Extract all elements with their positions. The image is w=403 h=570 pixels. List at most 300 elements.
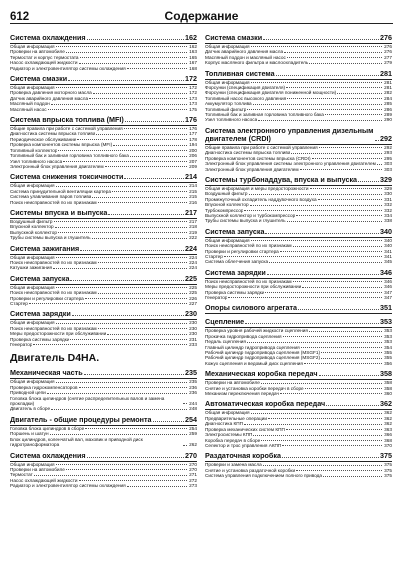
section-heading[interactable] xyxy=(10,310,197,320)
entry-title: Общие правила при работе с системой управления xyxy=(10,126,123,132)
toc-section xyxy=(205,452,392,478)
toc-entry[interactable] xyxy=(205,117,392,122)
section-page-number: 292 xyxy=(380,133,392,143)
section-title: Раздаточная коробка xyxy=(205,451,281,461)
entry-page-number: 236 xyxy=(189,390,197,396)
dot-leader xyxy=(85,428,187,429)
entry-page-number: 363 xyxy=(384,426,392,432)
toc-entry[interactable] xyxy=(205,218,392,223)
entry-page-number: 366 xyxy=(384,432,392,438)
entry-title: Турбокомпрессор xyxy=(205,207,244,213)
dot-leader xyxy=(253,435,382,436)
section-title: Система электронного управления дизельным двигателем (CRDI) xyxy=(205,125,374,143)
section-heading[interactable] xyxy=(10,275,197,285)
dot-leader xyxy=(309,63,382,64)
entry-page-number: 163 xyxy=(189,49,197,55)
dot-leader xyxy=(85,298,187,299)
toc-entry[interactable] xyxy=(10,406,197,411)
toc-entry[interactable] xyxy=(10,265,197,270)
entry-title: Коробка передач в сборе xyxy=(205,437,261,443)
entry-title: Приводной цепи xyxy=(10,390,46,396)
toc-entry[interactable] xyxy=(205,167,392,172)
dot-leader xyxy=(249,194,383,195)
entry-page-number: 356 xyxy=(384,360,392,366)
section-title: Сцепление xyxy=(205,317,245,327)
toc-section xyxy=(10,275,197,307)
section-heading[interactable] xyxy=(10,173,197,183)
entry-page-number: 331 xyxy=(384,196,392,202)
entry-title: Система улавливания паров топлива xyxy=(10,194,92,200)
entry-page-number: 375 xyxy=(384,473,392,479)
dot-leader xyxy=(310,188,383,189)
entry-page-number: 290 xyxy=(384,117,392,123)
toc-entry[interactable] xyxy=(205,473,392,478)
entry-title: Электросистемы КПП xyxy=(205,432,253,438)
entry-page-number: 355 xyxy=(384,355,392,361)
page-number: 612 xyxy=(10,11,30,23)
entry-title: Общая информация xyxy=(205,44,250,49)
section-title: Система запуска xyxy=(10,273,70,283)
entry-title: Снятие и установка коробки передач в сборе xyxy=(205,385,304,391)
dot-leader xyxy=(92,238,188,239)
entry-page-number: 347 xyxy=(384,295,392,300)
dot-leader xyxy=(377,164,382,165)
section-heading[interactable] xyxy=(205,370,392,380)
entry-page-number: 272 xyxy=(189,477,197,483)
section-title: Системы впуска и выпуска xyxy=(10,207,108,217)
dot-leader xyxy=(286,87,382,88)
entry-page-number: 175 xyxy=(189,106,197,112)
toc-section xyxy=(205,318,392,366)
entry-page-number: 162 xyxy=(189,44,197,49)
dot-leader xyxy=(298,309,379,310)
toc-columns xyxy=(10,30,393,492)
toc-entry[interactable] xyxy=(205,443,392,448)
entry-title: Проверки и регулировки стартера xyxy=(205,248,279,254)
entry-page-number: 224 xyxy=(189,254,197,260)
entry-page-number: 346 xyxy=(384,284,392,290)
dot-leader xyxy=(287,98,382,99)
dot-leader xyxy=(58,150,187,151)
entry-page-number: 353 xyxy=(384,333,392,339)
entry-title: Проверка механических систем КПП xyxy=(205,426,285,432)
dot-leader xyxy=(284,52,382,53)
entry-page-number: 209 xyxy=(189,163,197,169)
dot-leader xyxy=(282,457,379,458)
entry-title: Стартер xyxy=(205,253,223,259)
dot-leader xyxy=(87,39,184,40)
entry-page-number: 332 xyxy=(384,202,392,208)
toc-entry[interactable] xyxy=(205,295,392,300)
dot-leader xyxy=(98,202,188,203)
entry-title: Масляный насос xyxy=(10,106,47,112)
entry-title: Проверки на автомобиле xyxy=(10,466,65,472)
dot-leader xyxy=(56,287,188,288)
section-page-number: 329 xyxy=(380,174,392,184)
toc-entry[interactable] xyxy=(205,259,392,264)
section-heading[interactable] xyxy=(10,452,197,462)
entry-title: Кожух сцепления и ведомый диск сцепления xyxy=(205,360,303,366)
entry-title: Снятие и установка раздаточной коробки xyxy=(205,467,296,473)
dot-leader xyxy=(276,75,379,76)
entry-page-number: 285 xyxy=(384,101,392,107)
dot-leader xyxy=(56,186,188,187)
entry-page-number: 341 xyxy=(384,253,392,259)
entry-page-number: 345 xyxy=(384,259,392,265)
entry-title: Проверки на автомобиле xyxy=(10,49,65,55)
entry-page-number: 233 xyxy=(189,342,197,348)
entry-page-number: 225 xyxy=(189,284,197,290)
dot-leader xyxy=(87,457,184,458)
dot-leader xyxy=(251,46,383,47)
section-title: Двигатель - общие процедуры ремонта xyxy=(10,414,152,424)
section-heading[interactable] xyxy=(205,304,392,314)
entry-page-number: 354 xyxy=(384,344,392,350)
dot-leader xyxy=(304,363,382,364)
toc-section xyxy=(10,173,197,205)
dot-leader xyxy=(312,158,383,159)
section-heading[interactable] xyxy=(205,70,392,80)
entry-title: Головка блока цилиндров в сборе xyxy=(10,425,85,431)
section-title: Системы турбонаддува, впуска и выпуска xyxy=(205,174,358,184)
dot-leader xyxy=(79,480,188,481)
dot-leader xyxy=(325,114,382,115)
dot-leader xyxy=(253,104,383,105)
dot-leader xyxy=(300,169,383,170)
dot-leader xyxy=(50,434,188,435)
entry-page-number: 293 xyxy=(384,150,392,156)
entry-page-number: 259 xyxy=(189,431,197,437)
entry-page-number: 346 xyxy=(384,278,392,284)
dot-leader xyxy=(53,268,187,269)
section-title: Система зарядки xyxy=(205,267,266,277)
dot-leader xyxy=(283,336,383,337)
toc-entry[interactable] xyxy=(10,235,197,240)
entry-page-number: 248 xyxy=(189,406,197,412)
entry-page-number: 230 xyxy=(189,320,197,326)
entry-page-number: 194 xyxy=(189,142,197,148)
entry-page-number: 358 xyxy=(384,380,392,386)
section-heading[interactable] xyxy=(205,400,392,410)
entry-page-number: 375 xyxy=(384,462,392,468)
section-title: Система охлаждения xyxy=(10,450,86,460)
section-page-number: 162 xyxy=(185,33,197,42)
entry-page-number: 289 xyxy=(384,112,392,118)
dot-leader xyxy=(247,342,382,343)
entry-title: Термостат xyxy=(10,472,33,478)
section-heading[interactable] xyxy=(10,416,197,426)
section-heading[interactable] xyxy=(205,127,392,145)
dot-leader xyxy=(287,57,382,58)
entry-title: Общая информация xyxy=(205,237,250,243)
entry-page-number: 230 xyxy=(189,331,197,337)
dot-leader xyxy=(296,215,382,216)
entry-title: Меры предосторожности при обслуживании xyxy=(10,331,107,337)
entry-page-number: 226 xyxy=(189,295,197,301)
entry-title: Топливный фильтр xyxy=(205,106,247,112)
toc-entry[interactable] xyxy=(10,483,197,488)
entry-title: Двигатель в сборе xyxy=(10,406,51,412)
entry-page-number: 207 xyxy=(189,158,197,164)
dot-leader xyxy=(265,292,382,293)
entry-title: Узел топливного насоса xyxy=(205,117,258,123)
entry-title: Общая информация xyxy=(10,284,55,290)
entry-page-number: 284 xyxy=(384,95,392,101)
dot-leader xyxy=(34,475,187,476)
dot-leader xyxy=(244,424,382,425)
dot-leader xyxy=(251,240,383,241)
dot-leader xyxy=(258,120,382,121)
toc-entry[interactable] xyxy=(10,164,197,169)
section-heading[interactable] xyxy=(205,269,392,279)
toc-section xyxy=(205,228,392,265)
entry-title: Радиатор и электровентилятор системы охлаждения xyxy=(10,65,126,71)
entry-page-number: 362 xyxy=(384,410,392,416)
dot-leader xyxy=(56,46,188,47)
entry-page-number: 244 xyxy=(189,401,197,407)
toc-entry[interactable] xyxy=(10,107,197,112)
entry-title: Катушки зажигания xyxy=(10,265,52,271)
dot-leader xyxy=(265,233,379,234)
entry-page-number: 273 xyxy=(189,483,197,489)
dot-leader xyxy=(113,145,187,146)
dot-leader xyxy=(127,486,187,487)
dot-leader xyxy=(80,57,188,58)
entry-title: Трубы системы выпуска и глушитель xyxy=(205,218,286,224)
toc-entry[interactable] xyxy=(205,361,392,366)
section-title: Механическая коробка передач xyxy=(205,369,318,379)
entry-title: Термостат и корпус термостата xyxy=(10,54,79,60)
entry-title: Проверка гидрокомпенсаторов xyxy=(10,384,78,390)
entry-page-number: 177 xyxy=(189,131,197,137)
dot-leader xyxy=(267,274,379,275)
dot-leader xyxy=(47,393,187,394)
entry-title: Прокачка гидропривода сцепления xyxy=(205,333,282,339)
toc-section xyxy=(205,127,392,172)
dot-leader xyxy=(98,293,188,294)
entry-page-number: 206 xyxy=(189,153,197,159)
toc-entry[interactable] xyxy=(10,342,197,347)
entry-page-number: 217 xyxy=(189,218,197,224)
section-page-number: 214 xyxy=(185,172,197,182)
dot-leader xyxy=(55,227,188,228)
entry-title: Проверка системы зарядки xyxy=(205,289,265,295)
toc-section xyxy=(205,176,392,224)
dot-leader xyxy=(84,374,184,375)
entry-page-number: 276 xyxy=(384,49,392,55)
section-page-number: 281 xyxy=(380,68,392,78)
dot-leader xyxy=(56,323,188,324)
entry-page-number: 362 xyxy=(384,415,392,421)
entry-title: Диагностика КПП xyxy=(205,421,243,427)
dot-leader xyxy=(112,191,187,192)
entry-title: Рабочий цилиндр гидропривода сцепления (MSGF2) xyxy=(205,355,321,361)
entry-title: Проверка системы зарядки xyxy=(10,336,70,342)
section-heading[interactable] xyxy=(10,209,197,219)
entry-page-number: 347 xyxy=(384,289,392,295)
entry-page-number: 230 xyxy=(189,325,197,331)
dot-leader xyxy=(98,328,188,329)
entry-title: Узел топливного насоса xyxy=(10,158,63,164)
entry-page-number: 176 xyxy=(189,126,197,132)
section-title: Система впрыска топлива (MFI) xyxy=(10,115,124,125)
section-page-number: 276 xyxy=(380,33,392,42)
entry-title: Блок цилиндров, коленчатый вал, маховик и приводной диск гидротрансформатора xyxy=(10,436,143,448)
entry-page-number: 340 xyxy=(384,237,392,243)
dot-leader xyxy=(56,464,188,465)
dot-leader xyxy=(228,297,382,298)
entry-title: Механизм переключения передач xyxy=(205,391,279,397)
entry-page-number: 358 xyxy=(384,385,392,391)
entry-title: Топливный коллектор xyxy=(10,147,58,153)
entry-title: Масляный поддон xyxy=(10,101,50,107)
entry-title: Общая информация xyxy=(205,410,250,416)
section-page-number: 235 xyxy=(185,368,197,378)
entry-page-number: 218 xyxy=(189,224,197,230)
dot-leader xyxy=(124,128,188,129)
entry-page-number: 224 xyxy=(189,259,197,265)
entry-title: Поиск неисправностей по их признакам xyxy=(10,325,97,331)
dot-leader xyxy=(287,221,383,222)
entry-page-number: 355 xyxy=(384,350,392,356)
dot-leader xyxy=(108,214,184,215)
dot-leader xyxy=(250,205,383,206)
dot-leader xyxy=(124,178,184,179)
dot-leader xyxy=(323,476,382,477)
dot-leader xyxy=(305,388,383,389)
toc-entry[interactable] xyxy=(205,60,392,65)
dot-leader xyxy=(48,109,188,110)
entry-title: Выпускной коллектор xyxy=(10,229,57,235)
section-heading[interactable] xyxy=(205,176,392,186)
toc-section xyxy=(205,400,392,448)
dot-leader xyxy=(29,303,187,304)
section-title: Двигатель D4HA. xyxy=(10,352,100,365)
entry-page-number: 276 xyxy=(384,44,392,49)
entry-title: Общая информация и меры предосторожности xyxy=(205,185,309,191)
toc-entry[interactable] xyxy=(205,391,392,396)
dot-leader xyxy=(79,387,188,388)
entry-page-number: 227 xyxy=(189,301,197,306)
toc-entry[interactable] xyxy=(10,200,197,205)
entry-title: Поршень и шатун xyxy=(10,431,49,437)
dot-leader xyxy=(92,197,187,198)
entry-title: Главный цилиндр гидропривода сцепления xyxy=(205,344,300,350)
entry-page-number: 353 xyxy=(384,328,392,334)
toc-column-right xyxy=(205,30,392,492)
dot-leader xyxy=(261,383,382,384)
dot-leader xyxy=(79,63,188,64)
toc-entry[interactable] xyxy=(10,66,197,71)
dot-leader xyxy=(319,147,383,148)
entry-page-number: 172 xyxy=(189,90,197,96)
entry-page-number: 281 xyxy=(384,79,392,85)
entry-title: Форсунки (спецификация двигателя пониженной мощности) xyxy=(205,90,337,96)
section-title: Опоры силового агрегата xyxy=(205,303,298,313)
entry-title: Меры предосторожности при обслуживании xyxy=(205,284,302,290)
entry-title: Проверки и регулировки стартера xyxy=(10,295,84,301)
entry-page-number: 173 xyxy=(189,95,197,101)
section-heading[interactable] xyxy=(205,318,392,328)
entry-page-number: 329 xyxy=(384,185,392,191)
entry-title: Генератор xyxy=(205,295,228,300)
dot-leader xyxy=(358,181,379,182)
entry-title: Генератор xyxy=(10,342,33,348)
section-heading[interactable] xyxy=(10,116,197,126)
section-page-number: 351 xyxy=(380,303,392,313)
toc-section xyxy=(205,269,392,301)
entry-title: Проверка давления моторного масла xyxy=(10,90,92,96)
section-title: Система снижения токсичности xyxy=(10,172,124,182)
section-title: Система запуска xyxy=(205,226,265,236)
toc-entry[interactable] xyxy=(10,301,197,306)
dot-leader xyxy=(68,80,184,81)
section-title: Система охлаждения xyxy=(10,33,86,42)
entry-title: Общая информация xyxy=(205,79,250,85)
section-heading[interactable] xyxy=(205,34,392,44)
entry-page-number: 303 xyxy=(384,161,392,167)
section-heading[interactable] xyxy=(10,75,197,85)
dot-leader xyxy=(56,382,188,383)
toc-section xyxy=(10,245,197,271)
dot-leader xyxy=(263,39,379,40)
section-page-number: 172 xyxy=(185,74,197,84)
section-heading[interactable] xyxy=(10,369,197,379)
section-page-number: 358 xyxy=(380,369,392,379)
entry-page-number: 167 xyxy=(189,60,197,66)
entry-page-number: 340 xyxy=(384,243,392,249)
dot-leader xyxy=(293,281,383,282)
dot-leader xyxy=(66,469,187,470)
dot-leader xyxy=(318,199,383,200)
entry-page-number: 270 xyxy=(189,461,197,467)
section-heading[interactable] xyxy=(10,34,197,44)
entry-page-number: 334 xyxy=(384,212,392,218)
toc-entry[interactable] xyxy=(10,437,197,448)
dot-leader xyxy=(153,421,184,422)
dot-leader xyxy=(244,210,382,211)
section-title: Система зажигания xyxy=(10,243,80,253)
toc-entry[interactable] xyxy=(10,396,197,407)
dot-leader xyxy=(80,250,184,251)
entry-page-number: 215 xyxy=(189,188,197,194)
section-title: Механическая часть xyxy=(10,368,83,378)
section-title: Система зарядки xyxy=(10,309,71,319)
section-heading[interactable] xyxy=(10,353,197,365)
entry-page-number: 236 xyxy=(189,384,197,390)
entry-page-number: 277 xyxy=(384,54,392,60)
entry-title: Общая информация xyxy=(10,254,55,260)
entry-page-number: 219 xyxy=(189,229,197,235)
section-page-number: 225 xyxy=(185,273,197,283)
dot-leader xyxy=(261,440,382,441)
section-heading[interactable] xyxy=(10,245,197,255)
page-header xyxy=(10,3,393,24)
toc-section xyxy=(10,310,197,347)
entry-title: Педаль сцепления xyxy=(205,339,246,345)
section-heading[interactable] xyxy=(205,228,392,238)
section-heading[interactable] xyxy=(205,452,392,462)
entry-page-number: 224 xyxy=(189,265,197,271)
entry-page-number: 222 xyxy=(189,235,197,241)
entry-title: Общая информация xyxy=(10,183,55,189)
toc-section xyxy=(10,209,197,241)
entry-page-number: 353 xyxy=(384,339,392,345)
entry-title: Форсунки (спецификация двигателя) xyxy=(205,85,286,91)
entry-title: Поиск неисправностей по их признакам xyxy=(205,243,292,249)
dot-leader xyxy=(56,257,188,258)
dot-leader xyxy=(282,445,382,446)
